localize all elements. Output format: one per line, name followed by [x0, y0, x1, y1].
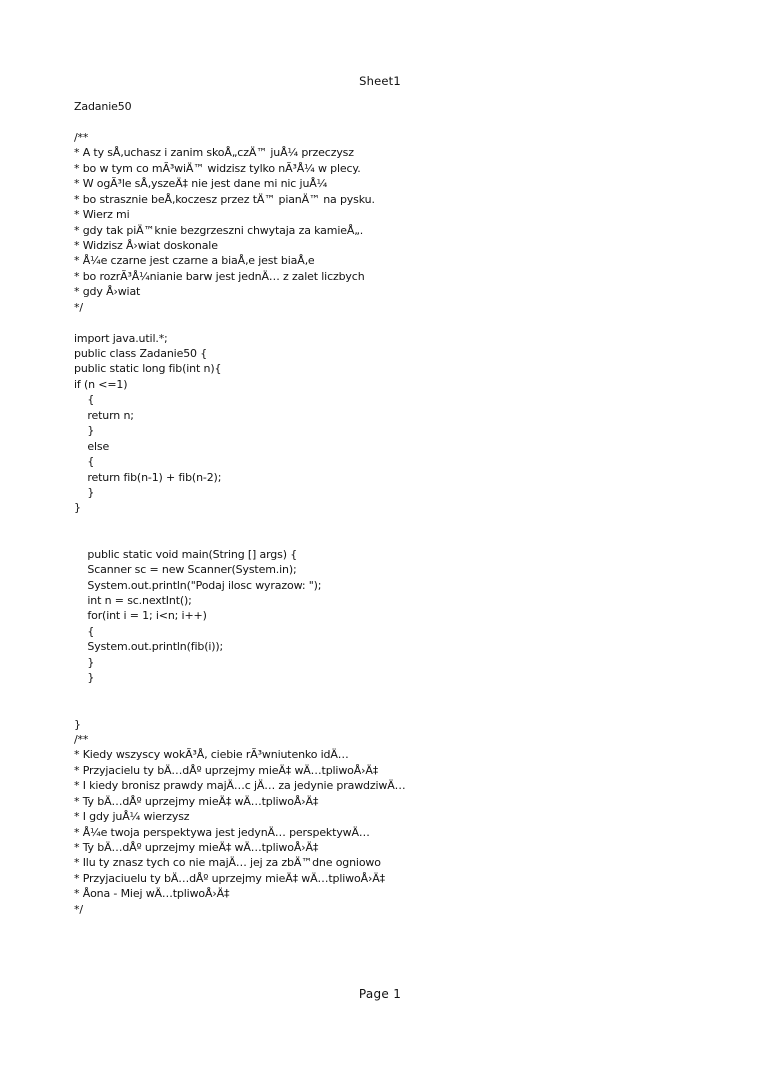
document-line: } — [74, 485, 95, 499]
document-line: public static void main(String [] args) { — [74, 547, 298, 561]
document-line — [74, 701, 714, 716]
document-line: } — [74, 655, 95, 669]
document-line: */ — [74, 300, 83, 314]
document-line: return n; — [74, 408, 134, 422]
document-line: * I gdy juÅ¼ wierzysz — [74, 810, 190, 824]
document-line: public static long fib(int n){ — [74, 362, 222, 376]
document-line: * Ilu ty znasz tych co nie majÄ… jej za zbÄ™dne ogniowo — [74, 856, 381, 870]
document-line: { — [74, 624, 95, 638]
document-line: * Å¼e czarne jest czarne a biaÅ‚e jest biaÅ‚e — [74, 254, 315, 268]
page-number: Page 1 — [358, 987, 402, 1001]
document-line: */ — [74, 902, 83, 916]
document-line — [74, 531, 714, 546]
document-line: * Å¼e twoja perspektywa jest jedynÄ… perspektywÄ… — [74, 825, 370, 839]
document-line: } — [74, 671, 95, 685]
document-body — [74, 99, 714, 917]
document-line — [74, 315, 714, 330]
document-line: public class Zadanie50 { — [74, 347, 208, 360]
document-line — [74, 516, 714, 531]
document-line: Zadanie50 — [74, 100, 132, 113]
document-line: * gdy tak piÄ™knie bezgrzeszni chwytaja za kamieÅ„. — [74, 223, 364, 237]
document-line: * Przyjacielu ty bÄ…dÅº uprzejmy mieÄ‡ wÄ…tpliwoÅ›Ä‡ — [74, 763, 379, 777]
document-line: * A ty sÅ‚uchasz i zanim skoÅ„czÄ™ juÅ¼ przeczysz — [74, 146, 354, 160]
document-line: int n = sc.nextInt(); — [74, 594, 192, 607]
document-line: } — [74, 501, 81, 515]
document-line: import java.util.*; — [74, 331, 168, 345]
document-line: /** — [74, 732, 89, 746]
document-line: System.out.println(fib(i)); — [74, 640, 224, 654]
document-line: * bo w tym co mÃ³wiÄ™ widzisz tylko nÃ³Å¼ w plecy. — [74, 161, 361, 175]
document-line: * Wierz mi — [74, 208, 130, 222]
document-line: * Kiedy wszyscy wokÃ³Å‚ ciebie rÃ³wniutenko idÄ… — [74, 748, 349, 762]
document-line — [74, 686, 714, 701]
document-line: { — [74, 393, 95, 407]
document-line: * gdy Å›wiat — [74, 285, 141, 299]
document-line: * bo strasznie beÅ‚koczesz przez tÄ™ pianÄ™ na pysku. — [74, 192, 375, 206]
document-line: /** — [74, 130, 89, 144]
document-line: * Przyjaciuelu ty bÄ…dÅº uprzejmy mieÄ‡ wÄ…tpliwoÅ›Ä‡ — [74, 871, 385, 885]
document-line: * bo rozrÃ³Å¼nianie barw jest jednÄ… z zalet liczbych — [74, 269, 365, 283]
document-line: } — [74, 424, 95, 438]
document-line: * Åona - Miej wÄ…tpliwoÅ›Ä‡ — [74, 887, 230, 901]
document-line: * W ogÃ³le sÅ‚yszeÄ‡ nie jest dane mi nic juÅ¼ — [74, 177, 328, 191]
document-line: * Ty bÄ…dÅº uprzejmy mieÄ‡ wÄ…tpliwoÅ›Ä‡ — [74, 841, 319, 854]
document-line: Scanner sc = new Scanner(System.in); — [74, 563, 297, 577]
document-line: } — [74, 717, 81, 731]
document-line: { — [74, 455, 95, 469]
document-line: * Ty bÄ…dÅº uprzejmy mieÄ‡ wÄ…tpliwoÅ›Ä‡ — [74, 794, 319, 808]
document-line: return fib(n-1) + fib(n-2); — [74, 470, 222, 484]
document-line: * I kiedy bronisz prawdy majÄ…c jÄ… za jedynie prawdziwÄ… — [74, 779, 406, 793]
sheet-title: Sheet1 — [359, 74, 401, 88]
document-line — [74, 114, 714, 129]
document-line: else — [74, 439, 110, 453]
document-line: for(int i = 1; i<n; i++) — [74, 609, 207, 623]
document-line: if (n <=1) — [74, 377, 128, 391]
document-line: * Widzisz Å›wiat doskonale — [74, 238, 218, 252]
document-line: System.out.println("Podaj ilosc wyrazow: "); — [74, 578, 322, 592]
